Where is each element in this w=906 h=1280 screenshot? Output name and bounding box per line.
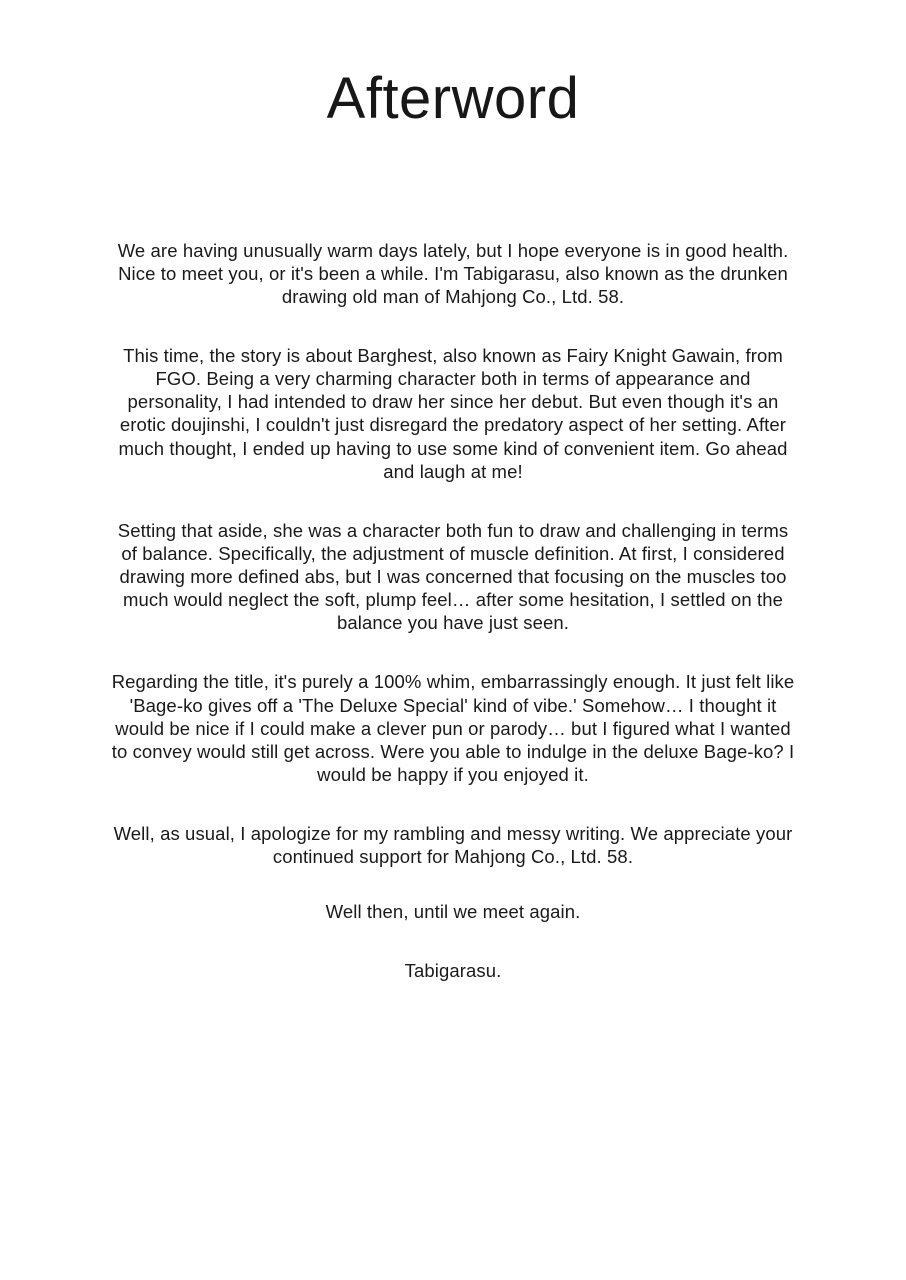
paragraph-character-design: Setting that aside, she was a character both fun to draw and challenging in terms of balance. Specifically, the adjustment of muscle definition. At first, I considered drawing more defined abs, but I was concerned that focusing on the muscles too much would neglect the soft, plump feel… after some hesitation, I settled on the balance you have just seen. bbox=[117, 519, 789, 634]
page-title: Afterword bbox=[326, 66, 580, 131]
author-signature: Tabigarasu. bbox=[404, 960, 502, 982]
paragraph-story-subject: This time, the story is about Barghest, also known as Fairy Knight Gawain, from FGO. Being a very charming character both in terms of appearance and personality, I had intended to draw her since her debut. But even though it's an erotic doujinshi, I couldn't just disregard the predatory aspect of her setting. After much thought, I ended up having to use some kind of convenient item. Go ahead and laugh at me! bbox=[118, 345, 788, 482]
paragraph-greeting: We are having unusually warm days lately, but I hope everyone is in good health. Nice to meet you, or it's been a while. I'm Tabigarasu, also known as the drunken drawing old man of Mahjong Co., Ltd. 58. bbox=[117, 239, 789, 307]
paragraph-title-explanation: Regarding the title, it's purely a 100% whim, embarrassingly enough. It just felt like 'Bage-ko gives off a 'The Deluxe Special' kind of vibe.' Somehow… I thought it would be nice if I could make a clever pun or parody… but I figured what I wanted to convey would still get across. Were you able to indulge in the deluxe Bage-ko? I would be happy if you enjoyed it. bbox=[111, 671, 795, 785]
paragraph-farewell: Well then, until we meet again. bbox=[325, 901, 581, 923]
paragraph-thanks: Well, as usual, I apologize for my rambling and messy writing. We appreciate your continued support for Mahjong Co., Ltd. 58. bbox=[113, 823, 793, 868]
afterword-body bbox=[108, 133, 798, 983]
